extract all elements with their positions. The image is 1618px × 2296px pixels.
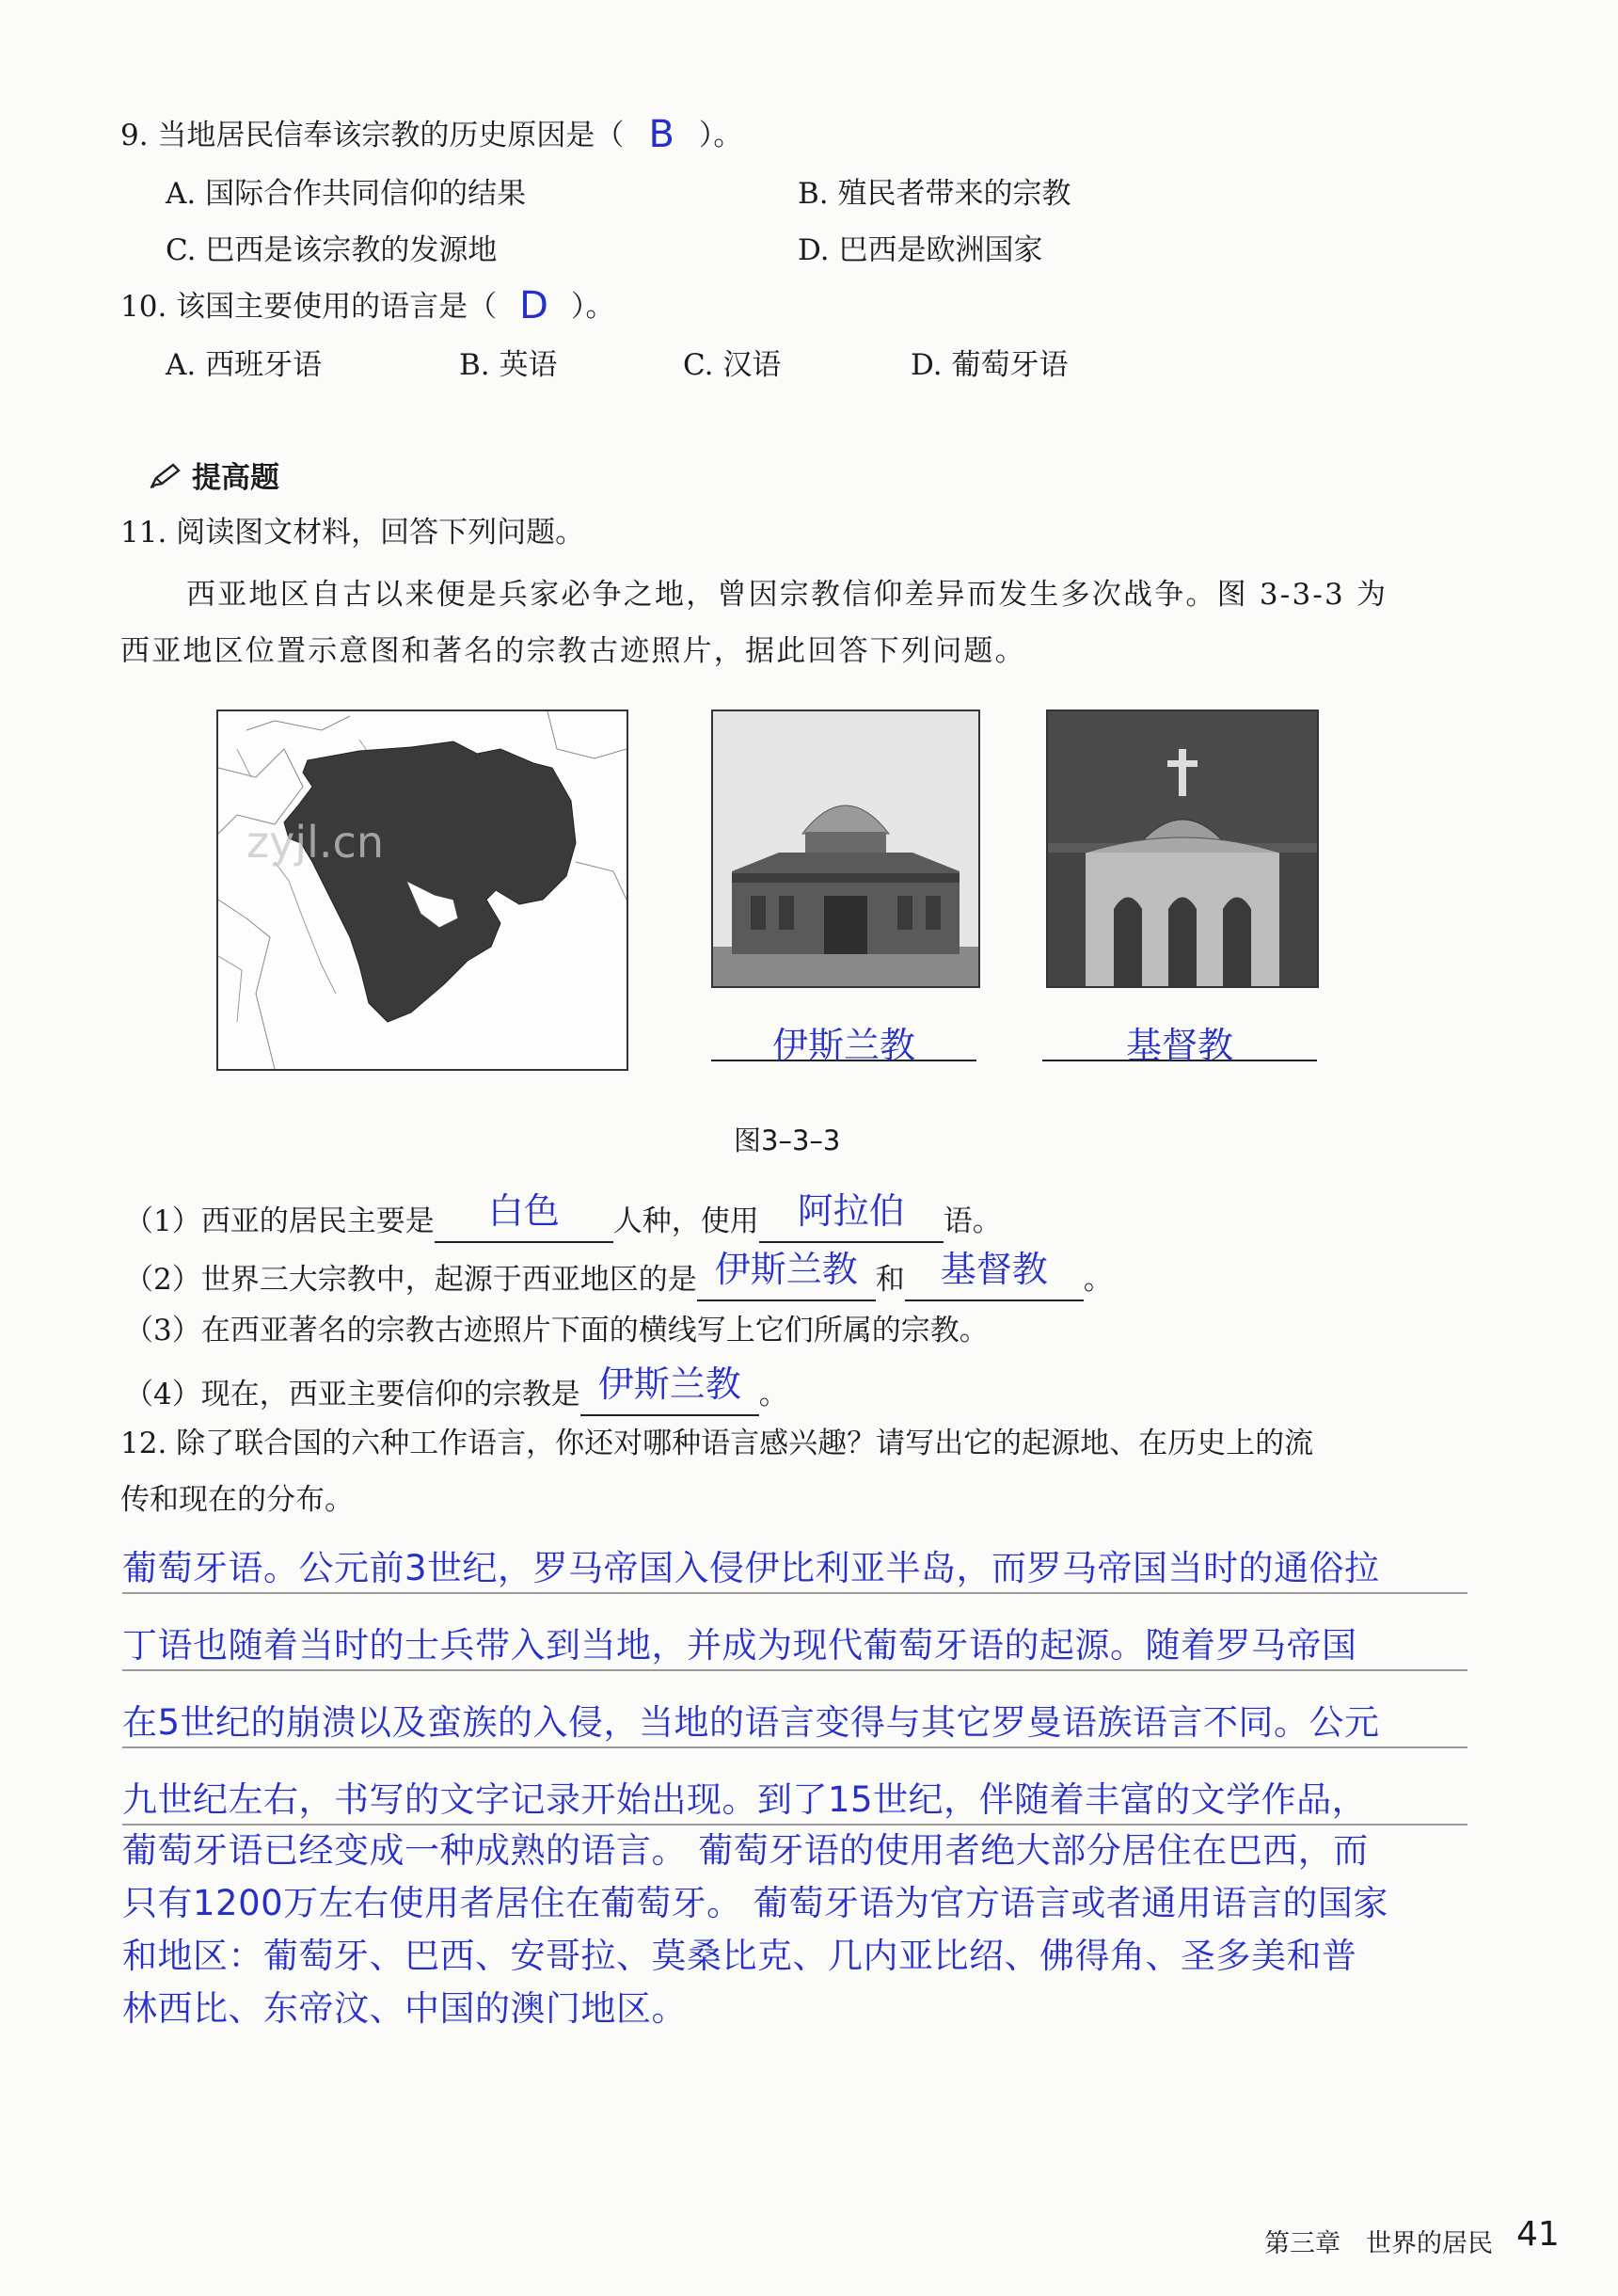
q12-answer-line: 只有1200万左右使用者居住在葡萄牙。 葡萄牙语为官方语言或者通用语言的国家: [122, 1883, 1388, 1923]
footer-chapter: 第三章 世界的居民: [1264, 2229, 1493, 2258]
q11-sub2-blank1: 伊斯兰教: [697, 1248, 876, 1301]
photo1-answer-line: [711, 1016, 976, 1066]
q11-passage-line1: 西亚地区自古以来便是兵家必争之地，曾因宗教信仰差异而发生多次战争。图 3-3-3 为: [186, 578, 1388, 612]
answer-rule-2: [122, 1669, 1467, 1671]
q11-sub1-blank1: 白色: [435, 1189, 613, 1243]
q11-passage-line2: 西亚地区位置示意图和著名的宗教古迹照片，据此回答下列问题。: [120, 634, 1026, 668]
q12-answer-line: 在5世纪的崩溃以及蛮族的入侵，当地的语言变得与其它罗曼语族语言不同。公元: [122, 1702, 1380, 1743]
page-number: 41: [1516, 2215, 1560, 2254]
q12-stem-line2: 传和现在的分布。: [120, 1483, 354, 1517]
q12-answer-line: 林西比、东帝汶、中国的澳门地区。: [122, 1988, 687, 2029]
dome-photo-graphic: [713, 711, 978, 986]
q10-option-b: B. 英语: [459, 348, 558, 382]
q11-sub1-blank2: 阿拉伯: [759, 1189, 944, 1243]
q12-answer-line: 葡萄牙语已经变成一种成熟的语言。 葡萄牙语的使用者绝大部分居住在巴西，而: [122, 1830, 1369, 1871]
q10-option-d: D. 葡萄牙语: [911, 348, 1069, 382]
q10-option-c: C. 汉语: [683, 348, 782, 382]
q12-stem-line1: 12. 除了联合国的六种工作语言，你还对哪种语言感兴趣？请写出它的起源地、在历史上的流: [120, 1427, 1314, 1460]
q12-answer-line: 和地区：葡萄牙、巴西、安哥拉、莫桑比克、几内亚比绍、佛得角、圣多美和普: [122, 1936, 1357, 1976]
q9-stem: 9. 当地居民信奉该宗教的历史原因是（ B ）。: [120, 113, 743, 156]
q9-option-c: C. 巴西是该宗教的发源地: [166, 233, 498, 267]
section-header: 提高题: [149, 454, 279, 497]
figure-caption: 图3–3–3: [734, 1124, 841, 1156]
q11-sub2-blank2: 基督教: [905, 1248, 1084, 1301]
q11-sub1: （1）西亚的居民主要是 白色 人种，使用 阿拉伯 语。: [124, 1189, 1002, 1243]
watermark: zyjl.cn: [246, 817, 384, 868]
q11-sub4-blank1: 伊斯兰教: [580, 1363, 759, 1416]
photo1-answer: 伊斯兰教: [771, 1025, 915, 1066]
q11-stem: 11. 阅读图文材料，回答下列问题。: [120, 516, 585, 550]
q10-stem: 10. 该国主要使用的语言是（ D ）。: [120, 284, 615, 327]
q10-answer: D: [519, 284, 548, 327]
photo-dome-of-the-rock: [711, 710, 980, 988]
answer-rule-3: [122, 1746, 1467, 1748]
q9-answer: B: [648, 113, 674, 156]
q11-sub2: （2）世界三大宗教中，起源于西亚地区的是 伊斯兰教 和 基督教 。: [124, 1248, 1113, 1301]
church-photo-graphic: [1048, 711, 1317, 986]
q10-option-a: A. 西班牙语: [166, 348, 323, 382]
photo2-answer-line: [1042, 1016, 1317, 1066]
map-graphic: [218, 711, 627, 1069]
q12-answer-line: 葡萄牙语。公元前3世纪，罗马帝国入侵伊比利亚半岛，而罗马帝国当时的通俗拉: [122, 1548, 1380, 1588]
west-asia-map: [216, 710, 628, 1071]
q11-sub4: （4）现在，西亚主要信仰的宗教是 伊斯兰教 。: [124, 1363, 788, 1416]
q12-answer-line: 丁语也随着当时的士兵带入到当地，并成为现代葡萄牙语的起源。随着罗马帝国: [122, 1625, 1357, 1666]
q12-answer-line: 九世纪左右，书写的文字记录开始出现。到了15世纪，伴随着丰富的文学作品，: [122, 1779, 1368, 1820]
photo2-answer: 基督教: [1125, 1025, 1233, 1066]
q9-option-d: D. 巴西是欧洲国家: [798, 233, 1043, 267]
q11-sub3: （3）在西亚著名的宗教古迹照片下面的横线写上它们所属的宗教。: [124, 1314, 989, 1347]
photo-church: [1046, 710, 1319, 988]
q9-option-b: B. 殖民者带来的宗教: [798, 177, 1071, 211]
q9-option-a: A. 国际合作共同信仰的结果: [166, 177, 527, 211]
pencil-icon: [149, 463, 182, 497]
answer-rule-1: [122, 1592, 1467, 1594]
